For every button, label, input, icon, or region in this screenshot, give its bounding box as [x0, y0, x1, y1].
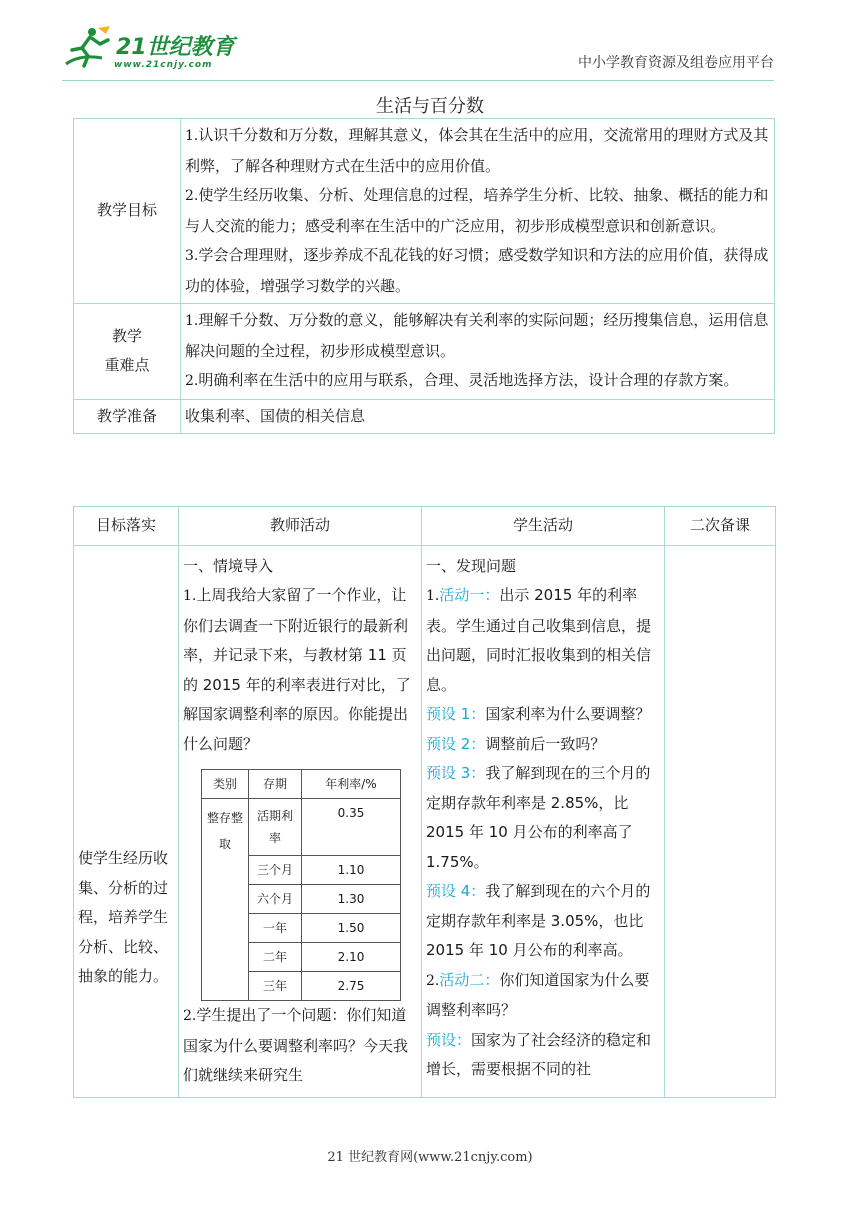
prep-content: 收集利率、国债的相关信息	[181, 399, 775, 434]
platform-name: 中小学教育资源及组卷应用平台	[578, 55, 774, 71]
rate-value: 1.10	[302, 856, 401, 885]
rate-header: 存期	[249, 770, 302, 799]
student-preset: 预设 3：我了解到现在的三个月的定期存款年利率是 2.85%，比 2015 年 10 月公布的利率高了 1.75%。	[426, 764, 651, 871]
teacher-cell	[179, 545, 422, 1097]
difficulty-row	[74, 304, 775, 400]
student-preset: 预设 4：我了解到现在的六个月的定期存款年利率是 3.05%，也比 2015 年 10 月公布的利率高。	[426, 882, 651, 959]
rate-term: 一年	[249, 914, 302, 943]
difficulty-item: 2.明确利率在生活中的应用与联系，合理、灵活地选择方法，设计合理的存款方案。	[185, 371, 739, 389]
page-footer: 21 世纪教育网(www.21cnjy.com)	[327, 1150, 533, 1165]
header-student: 学生活动	[422, 507, 665, 546]
goals-content	[181, 119, 775, 304]
header-notes: 二次备课	[665, 507, 776, 546]
student-preset: 预设：国家为了社会经济的稳定和增长，需要根据不同的社	[426, 1030, 652, 1078]
goal-item: 1.认识千分数和万分数，理解其意义，体会其在生活中的应用，交流常用的理财方式及其利弊，了解各种理财方式在生活中的应用价值。	[185, 126, 769, 175]
prep-label: 教学准备	[74, 399, 181, 434]
rate-header: 类别	[202, 770, 249, 799]
difficulty-content	[181, 304, 775, 400]
rate-header-row	[202, 770, 401, 799]
difficulty-label: 教学 重难点	[74, 304, 181, 400]
logo	[62, 24, 242, 76]
logo-url: www.21cnjy.com	[114, 60, 213, 70]
student-preset: 预设 2：调整前后一致吗？	[426, 734, 606, 753]
goals-row	[74, 119, 775, 304]
goal-cell: 使学生经历收集、分析的过程，培养学生分析、比较、抽象的能力。	[74, 545, 179, 1097]
lesson-info-table	[73, 118, 775, 434]
rate-term: 六个月	[249, 885, 302, 914]
goal-item: 2.使学生经历收集、分析、处理信息的过程，培养学生分析、比较、抽象、概括的能力和与人交流的能力；感受利率在生活中的广泛应用，初步形成模型意识和创新意识。	[185, 186, 769, 235]
teacher-para-2: 2.学生提出了一个问题：你们知道国家为什么要调整利率吗？今天我们就继续来研究生	[183, 1006, 409, 1084]
rate-value: 1.50	[302, 914, 401, 943]
difficulty-item: 1.理解千分数、万分数的意义，能够解决有关利率的实际问题；经历搜集信息，运用信息解决问题的全过程，初步形成模型意识。	[185, 311, 769, 360]
student-activity-2: 2.活动二：你们知道国家为什么要调整利率吗？	[426, 970, 650, 1019]
document-title: 生活与百分数	[376, 96, 484, 117]
runner-logo-icon	[62, 24, 118, 72]
rate-category: 整存整取	[202, 799, 249, 1001]
teacher-section: 一、情境导入	[183, 556, 274, 575]
rate-value: 0.35	[302, 799, 401, 856]
rate-row	[202, 799, 401, 856]
rate-value: 2.10	[302, 943, 401, 972]
prep-row	[74, 399, 775, 434]
lesson-plan-table	[73, 506, 776, 1098]
rate-term: 活期利率	[249, 799, 302, 856]
rate-value: 2.75	[302, 972, 401, 1001]
rate-term: 二年	[249, 943, 302, 972]
rate-term: 三年	[249, 972, 302, 1001]
rate-term: 三个月	[249, 856, 302, 885]
header-divider	[62, 80, 774, 81]
student-cell	[422, 545, 665, 1097]
page-header	[0, 0, 860, 100]
interest-rate-table	[201, 769, 401, 1001]
goals-label: 教学目标	[74, 119, 181, 304]
student-section: 一、发现问题	[426, 556, 517, 575]
student-activity-1: 1.活动一：出示 2015 年的利率表。学生通过自己收集到信息，提出问题，同时汇报收集到的相关信息。	[426, 586, 652, 694]
rate-value: 1.30	[302, 885, 401, 914]
rate-header: 年利率/%	[302, 770, 401, 799]
teacher-para-1: 1.上周我给大家留了一个作业，让你们去调查一下附近银行的最新利率，并记录下来，与教材第 11 页的 2015 年的利率表进行对比，了解国家调整利率的原因。你能提出什么问题？	[183, 586, 411, 753]
header-teacher: 教师活动	[179, 507, 422, 546]
plan-header-row	[74, 507, 776, 546]
header-goal: 目标落实	[74, 507, 179, 546]
logo-text: 21世纪教育	[116, 35, 235, 60]
plan-body-row	[74, 545, 776, 1097]
student-preset: 预设 1：国家利率为什么要调整？	[426, 705, 651, 723]
goal-item: 3.学会合理理财，逐步养成不乱花钱的好习惯；感受数学知识和方法的应用价值，获得成功的体验，增强学习数学的兴趣。	[185, 246, 769, 295]
notes-cell	[665, 545, 776, 1097]
